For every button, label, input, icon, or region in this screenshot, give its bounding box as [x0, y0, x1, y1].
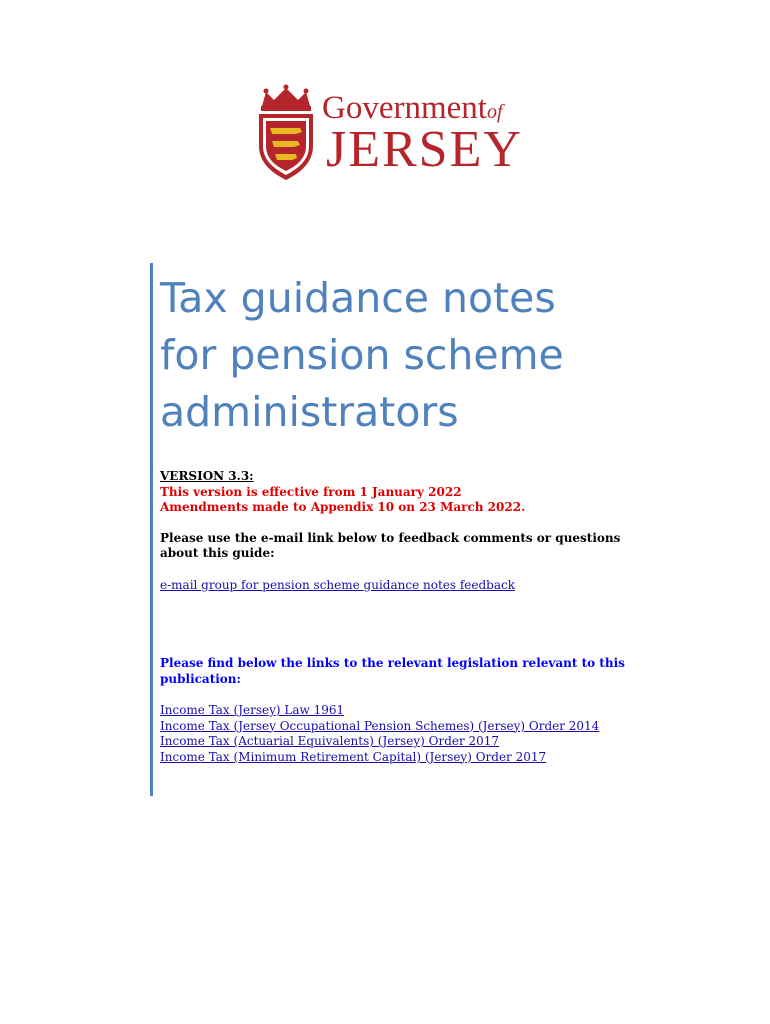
government-of-jersey-logo — [252, 84, 522, 184]
legislation-link-occupational-pension-schemes[interactable]: Income Tax (Jersey Occupational Pension Schemes) (Jersey) Order 2014 — [160, 718, 600, 733]
title-line-1: Tax guidance notes — [160, 274, 556, 322]
logo-government-text: Government — [322, 90, 487, 126]
title-line-3: administrators — [160, 388, 459, 436]
document-content — [160, 469, 630, 765]
left-accent-rule — [150, 263, 153, 796]
amendments-note: Amendments made to Appendix 10 on 23 March 2022. — [160, 500, 526, 514]
effective-date-note: This version is effective from 1 January 2022 — [160, 484, 462, 499]
feedback-email-link[interactable]: e-mail group for pension scheme guidance notes feedback — [160, 577, 515, 592]
legislation-link-income-tax-law[interactable]: Income Tax (Jersey) Law 1961 — [160, 703, 345, 717]
document-title — [160, 270, 680, 441]
logo-of-text: of — [486, 101, 503, 123]
title-line-2: for pension scheme — [160, 331, 564, 379]
legislation-link-minimum-retirement-capital[interactable]: Income Tax (Minimum Retirement Capital) (Jersey) Order 2017 — [160, 749, 547, 764]
jersey-crest-icon — [252, 84, 320, 184]
version-label: VERSION 3.3: — [160, 469, 254, 483]
legislation-intro: Please find below the links to the relevant legislation relevant to this publication: — [160, 656, 625, 686]
feedback-instructions: Please use the e-mail link below to feedback comments or questions about this guide: — [160, 530, 621, 560]
legislation-link-actuarial-equivalents[interactable]: Income Tax (Actuarial Equivalents) (Jersey) Order 2017 — [160, 734, 500, 748]
legislation-links-list — [160, 703, 630, 765]
logo-jersey-text: JERSEY — [326, 121, 523, 178]
